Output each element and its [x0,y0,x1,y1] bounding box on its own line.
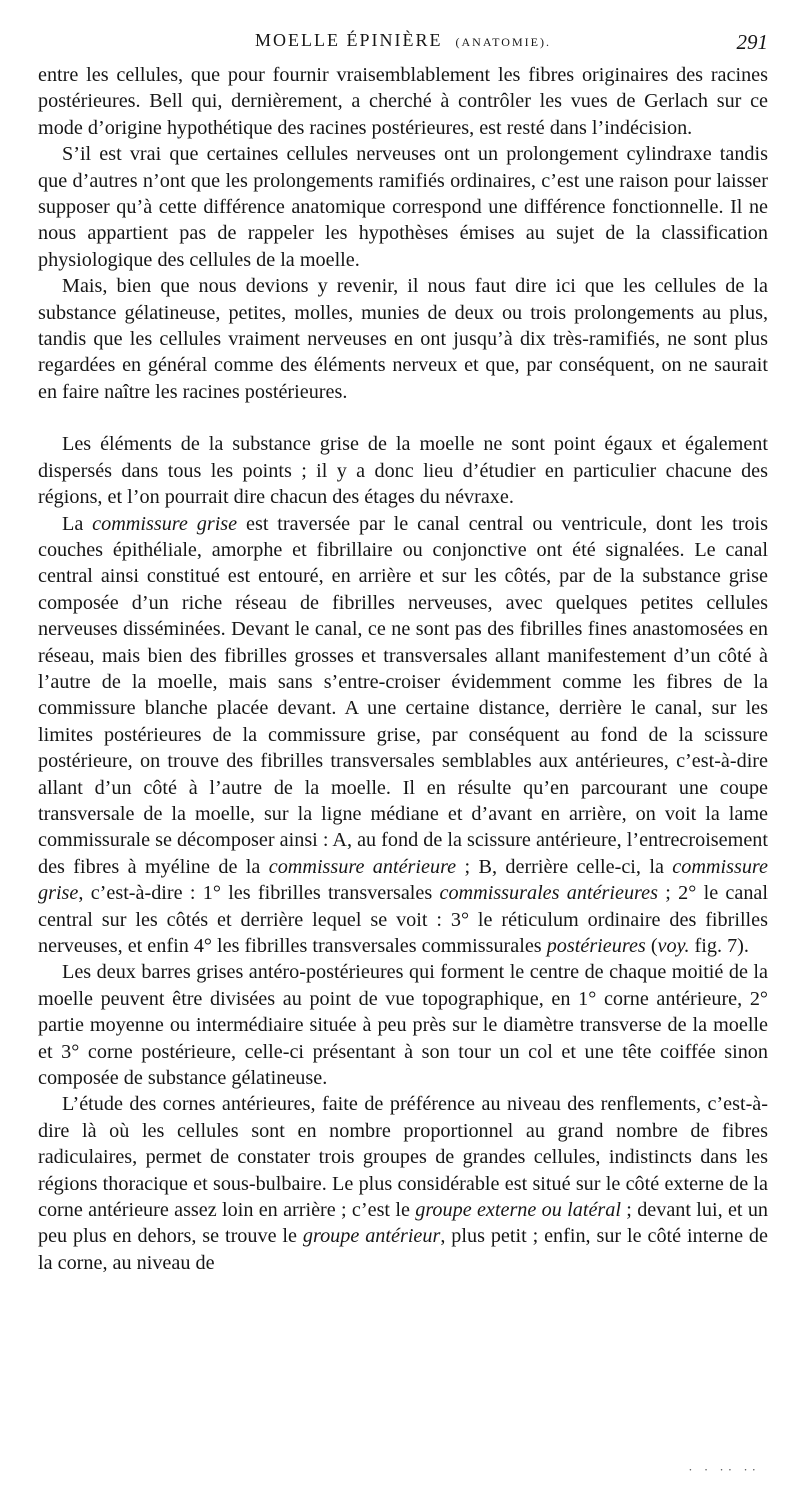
running-title-main: MOELLE ÉPINIÈRE [255,30,443,50]
text-run: L’étude des cornes antérieures, faite de préférence au niveau des renflements, c’est-à-dire là où les cellules sont en nombre proportionnel au grand nombre de fibres radiculaires, permet de constater trois groupes de grandes cellules, indistincts dans les régions thoracique et sous-bulbaire. Le plus considérable est situé sur le côté externe de la corne antérieure assez loin en arrière ; c’est le [38,1093,768,1222]
text-run: est traversée par le canal central ou ventricule, dont les trois couches épithéliale, amorphe et fibrillaire ou conjonctive ont été signalées. Le canal central ainsi constitué est entouré, en arrière et sur les côtés, par de la substance grise composée d’un riche réseau de fibrilles nerveuses, avec quelques petites cellules nerveuses disséminées. Devant le canal, ce ne sont pas des fibrilles fines anastomosées en réseau, mais bien des fibrilles grosses et transversales allant manifestement d’un côté à l’autre de la moelle, mais sans s’entre-croiser évidemment comme les fibres de la commissure blanche placée devant. A une certaine distance, derrière le canal, sur les limites postérieures de la commissure grise, par conséquent au fond de la scissure postérieure, on trouve des fibrilles transversales semblables aux antérieures, c’est-à-dire allant d’un côté à l’autre de la moelle. Il en résulte qu’en parcourant une coupe transversale de la moelle, sur la ligne médiane et d’avant en arrière, on voit la lame commissurale se décomposer ainsi : A, au fond de la scissure antérieure, l’entrecroisement des fibres à myéline de la [38,512,768,878]
text-run: ; 2° le canal central sur les côtés et derrière lequel se voit : 3° le réticulum ordinaire des fibrilles nerveuses, et enfin 4° les fibrilles transversales commissurales [38,882,769,957]
italic-term: postérieures [546,935,646,957]
paragraph-1 [38,62,768,141]
page-number: 291 [736,30,768,54]
text-run: , c’est-à-dire : 1° les fibrilles transversales [78,882,440,905]
text-run: Mais, bien que nous devions y revenir, il nous faut dire ici que les cellules de la substance gélatineuse, petites, molles, munies de deux ou trois prolongements au plus, tandis que les cellules vraiment nerveuses en ont jusqu’à dix très-ramifiés, ne sont plus regardées en général comme des éléments nerveux et que, par conséquent, on ne saurait en faire naître les racines postérieures. [38,275,768,403]
running-title-subtitle: (ANATOMIE). [455,35,551,49]
italic-term: commissurales antérieures [439,882,658,905]
print-marks: · · ·· ·· [688,1462,760,1477]
paragraph-5 [38,511,768,960]
text-run: S’il est vrai que certaines cellules nerveuses ont un prolongement cylindraxe tandis que d’autres n’ont que les prolongements ramifiés ordinaires, c’est une raison pour laisser supposer qu’à cette différence anatomique correspond une différence fonctionnelle. Il ne nous appartient pas de rappeler les hypothèses émises au sujet de la classification physiologique des cellules de la moelle. [38,143,768,271]
body-text [38,62,768,1276]
italic-term: commissure grise [92,512,238,535]
text-run: , plus petit ; enfin, sur le côté interne de la corne, au niveau de [38,1225,768,1274]
italic-term: groupe antérieur [302,1225,441,1248]
text-run: ( [645,935,658,957]
text-run: Les deux barres grises antéro-postérieures qui forment le centre de chaque moitié de la moelle peuvent être divisées au point de vue topographique, en 1° corne antérieure, 2° partie moyenne ou intermédiaire située à peu près sur le diamètre transverse de la moelle et 3° corne postérieure, celle-ci présentant à son tour un col et une tête coiffée sinon composée de substance gélatineuse. [38,961,768,1090]
paragraph-2 [38,141,768,273]
text-run: La [62,512,93,535]
text-run: fig. 7). [689,935,749,957]
italic-term: groupe externe ou latéral [415,1199,621,1222]
paragraph-3 [38,273,768,405]
paragraph-6 [38,959,768,1091]
italic-term: voy. [657,935,690,957]
text-run: ; B, derrière celle-ci, la [456,855,673,878]
italic-term: commissure antérieure [268,855,457,878]
text-run: ; devant lui, et un peu plus en dehors, se trouve le [38,1199,769,1248]
paragraph-7 [38,1091,768,1276]
italic-term: commissure grise [38,855,768,905]
page-header [38,30,768,56]
text-run: Les éléments de la substance grise de la moelle ne sont point égaux et également dispersés dans tous les points ; il y a donc lieu d’étudier en particulier chacune des régions, et l’on pourrait dire chacun des étages du névraxe. [38,433,768,509]
text-run: entre les cellules, que pour fournir vraisemblablement les fibres originaires des racines postérieures. Bell qui, dernièrement, a cherché à contrôler les vues de Gerlach sur ce mode d’origine hypothétique des racines postérieures, est resté dans l’indécision. [38,64,768,139]
running-title [38,30,768,51]
paragraph-4 [38,431,768,510]
